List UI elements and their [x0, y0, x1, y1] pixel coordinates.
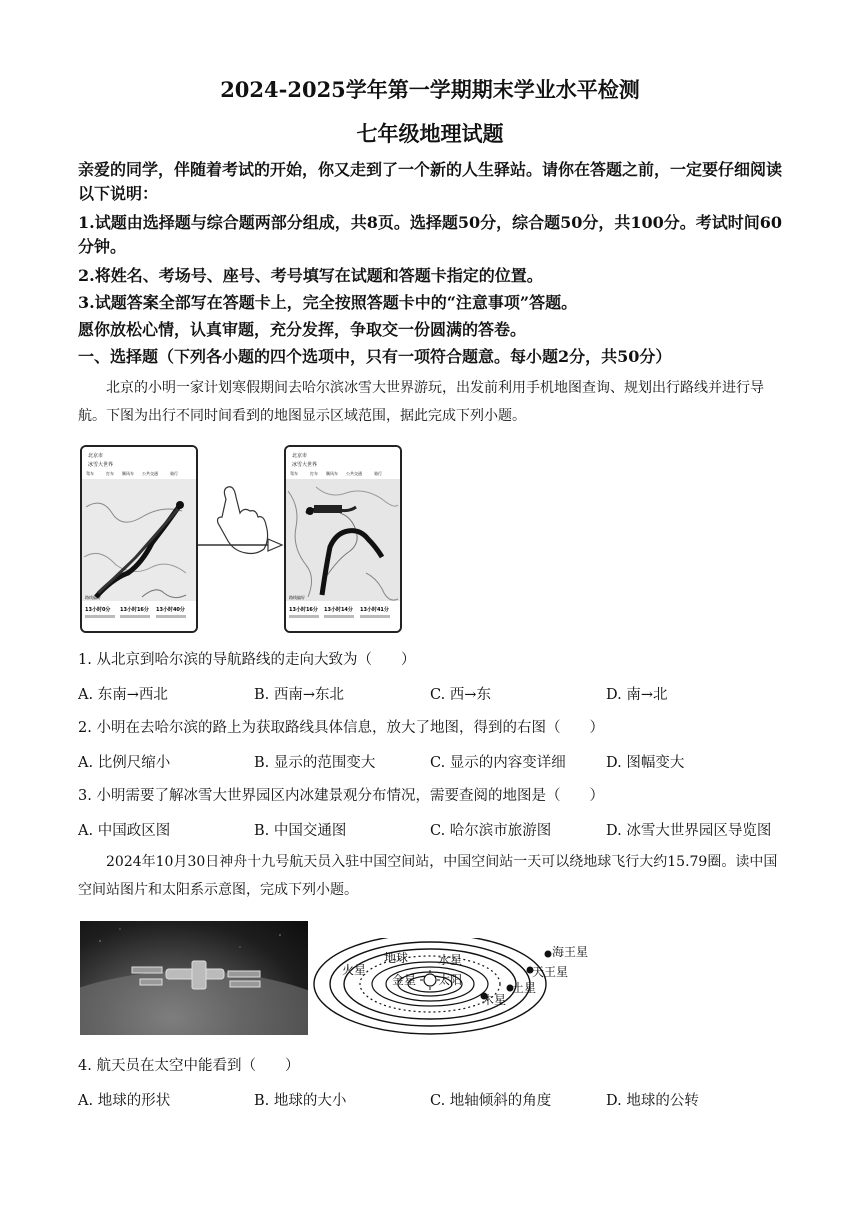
question-3-option-d: D. 冰雪大世界园区导览图: [606, 823, 772, 839]
arrow-right-icon: [268, 539, 282, 551]
label-mars: 火星: [342, 963, 367, 977]
phone-right-dest-label: 冰雪大世界: [292, 462, 318, 468]
question-4-option-c: C. 地轴倾斜的角度: [430, 1093, 552, 1109]
question-3-option-a: A. 中国政区图: [78, 823, 171, 839]
phone-left-tab: 公共交通: [142, 471, 158, 476]
sun-icon: [424, 974, 436, 986]
label-sun: 太阳: [438, 973, 463, 987]
exam-title: 2024-2025学年第一学期期末学业水平检测: [220, 77, 640, 102]
neptune-marker: [545, 951, 552, 958]
label-saturn: 土星: [512, 981, 537, 995]
question-4-option-a: A. 地球的形状: [78, 1093, 171, 1109]
phone-right-map: [286, 447, 400, 631]
phone-right-route: 13小时16分: [289, 607, 318, 613]
phone-left-tab: 打车: [106, 471, 114, 476]
question-4-stem: 4. 航天员在太空中能看到（ ）: [78, 1058, 300, 1074]
phone-left-route: 13小时16分: [120, 607, 149, 613]
phone-left-route: 13小时0分: [85, 607, 111, 613]
phone-left-footer: 路线偏好: [85, 595, 101, 600]
phone-left: [80, 445, 198, 633]
phone-right-tab: 驾车: [290, 471, 298, 476]
phone-right-route: 13小时41分: [360, 607, 389, 613]
question-1-option-a: A. 东南→西北: [78, 687, 168, 703]
question-1-option-b: B. 西南→东北: [254, 687, 345, 703]
question-4-option-b: B. 地球的大小: [254, 1093, 347, 1109]
question-2-option-b: B. 显示的范围变大: [254, 755, 376, 771]
phone-left-route: 13小时40分: [156, 607, 185, 613]
question-1-stem: 1. 从北京到哈尔滨的导航路线的走向大致为（ ）: [78, 652, 416, 668]
phone-right: [284, 445, 402, 633]
phone-left-tab: 驾车: [86, 471, 94, 476]
phone-right-tab: 顺风车: [326, 471, 338, 476]
space-station-photo: [80, 921, 308, 1035]
phone-right-footer: 路线偏好: [289, 595, 305, 600]
question-2-option-c: C. 显示的内容变详细: [430, 755, 566, 771]
phone-left-dest-label: 冰雪大世界: [88, 462, 114, 468]
section-heading: 一、选择题（下列各小题的四个选项中，只有一项符合题意。每小题2分，共50分）: [78, 347, 672, 366]
phone-right-tab: 公共交通: [346, 471, 362, 476]
question-2-option-d: D. 图幅变大: [606, 755, 685, 771]
map-figure: [78, 443, 400, 633]
label-neptune: 海王星: [552, 945, 589, 959]
phone-left-top-label: 北京市: [88, 453, 104, 459]
phone-right-route: 13小时14分: [324, 607, 353, 613]
instruction-item-3: 3.试题答案全部写在答题卡上，完全按照答题卡中的“注意事项”答题。: [78, 293, 578, 312]
question-3-option-c: C. 哈尔滨市旅游图: [430, 823, 552, 839]
phone-left-tab: 骑行: [170, 471, 178, 476]
instruction-wish: 愿你放松心情，认真审题，充分发挥，争取交一份圆满的答卷。: [78, 320, 527, 339]
space-station-image: [80, 921, 308, 1035]
label-uranus: 天王星: [532, 965, 569, 979]
question-2-option-a: A. 比例尺缩小: [78, 755, 171, 771]
zoom-gesture: [194, 483, 286, 573]
exam-subtitle: 七年级地理试题: [356, 121, 504, 146]
instruction-item-1: 1.试题由选择题与综合题两部分组成，共8页。选择题50分，综合题50分，共100分。考试时间60分钟。: [78, 213, 783, 256]
phone-right-tab: 打车: [310, 471, 318, 476]
question-3-option-b: B. 中国交通图: [254, 823, 347, 839]
instruction-item-2: 2.将姓名、考场号、座号、考号填写在试题和答题卡指定的位置。: [78, 266, 543, 285]
question-3-stem: 3. 小明需要了解冰雪大世界园区内冰建景观分布情况，需要查阅的地图是（ ）: [78, 788, 604, 804]
hand-icon: [218, 487, 268, 554]
label-earth: 地球: [384, 951, 409, 965]
question-1-option-c: C. 西→东: [430, 687, 491, 703]
question-2-stem: 2. 小明在去哈尔滨的路上为获取路线具体信息，放大了地图，得到的右图（ ）: [78, 720, 604, 736]
question-1-option-d: D. 南→北: [606, 687, 668, 703]
phone-right-top-label: 北京市: [292, 453, 308, 459]
instruction-greeting: 亲爱的同学，伴随着考试的开始，你又走到了一个新的人生驿站。请你在答题之前，一定要仔细阅读以下说明：: [78, 160, 783, 203]
label-jupiter: 木星: [482, 993, 507, 1007]
passage-2: 2024年10月30日神舟十九号航天员入驻中国空间站，中国空间站一天可以绕地球飞行大约15.79圈。读中国空间站图片和太阳系示意图，完成下列小题。: [78, 854, 778, 898]
question-4-option-d: D. 地球的公转: [606, 1093, 699, 1109]
phone-left-tab: 顺风车: [122, 471, 134, 476]
phone-right-tab: 骑行: [374, 471, 382, 476]
passage-1: 北京的小明一家计划寒假期间去哈尔滨冰雪大世界游玩，出发前利用手机地图查询、规划出行路线并进行导航。下图为出行不同时间看到的地图显示区域范围，据此完成下列小题。: [78, 380, 764, 424]
label-mercury: 水星: [438, 953, 463, 967]
label-venus: 金星: [392, 973, 417, 987]
phone-left-map: [82, 447, 196, 631]
solar-system-diagram: [312, 938, 602, 1038]
